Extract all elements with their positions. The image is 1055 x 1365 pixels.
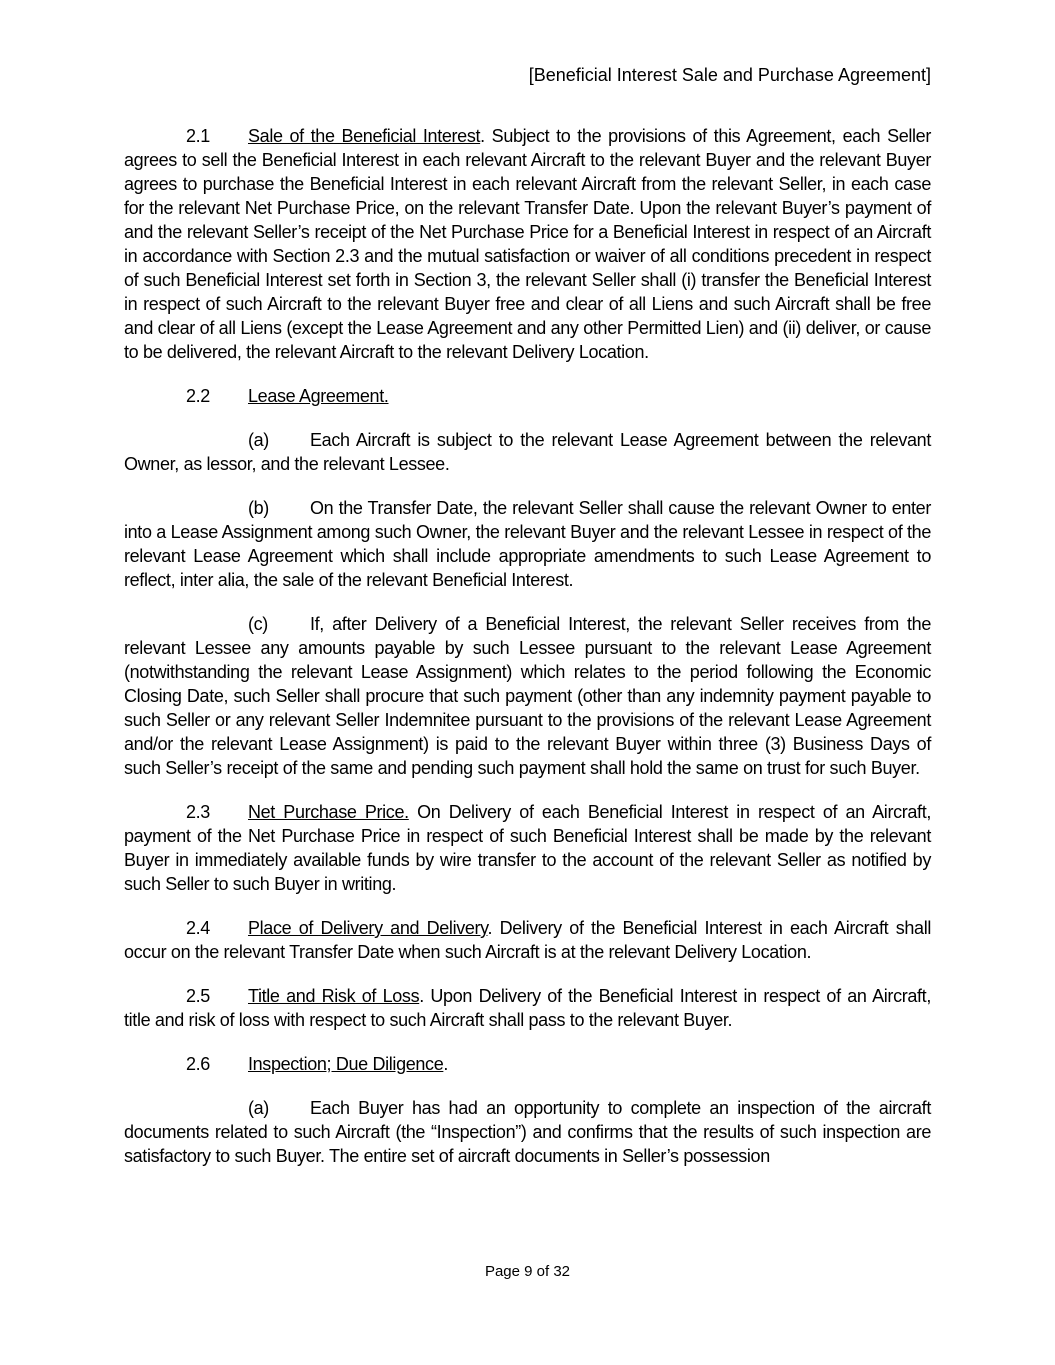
section-number: 2.5 <box>186 986 210 1006</box>
heading-punctuation: . <box>419 986 424 1006</box>
section-number: 2.3 <box>186 802 210 822</box>
subsection-number: (c) <box>248 614 268 634</box>
section-number: 2.1 <box>186 126 210 146</box>
section-2-3 <box>124 800 931 896</box>
section-number: 2.4 <box>186 918 210 938</box>
subsection-text: Each Buyer has had an opportunity to complete an inspection of the aircraft documents related to such Aircraft (the “Inspection”) and confirms that the results of such inspection are satisfactory to such Buyer. The entire set of aircraft documents in Seller’s possession <box>124 1098 931 1166</box>
section-heading: Sale of the Beneficial Interest <box>248 126 481 146</box>
document-header: [Beneficial Interest Sale and Purchase Agreement] <box>528 65 931 85</box>
page-number: Page 9 of 32 <box>484 1263 571 1280</box>
section-text: Upon Delivery of the Beneficial Interest in respect of an Aircraft, title and risk of loss with respect to such Aircraft shall pass to the relevant Buyer. <box>124 986 931 1030</box>
subsection-2-2-b <box>124 496 931 592</box>
subsection-text: On the Transfer Date, the relevant Seller shall cause the relevant Owner to enter into a Lease Assignment among such Owner, the relevant Buyer and the relevant Lessee in respect of the relevant Lease Agreement which shall include appropriate amendments to such Lease Agreement to reflect, inter alia, the sale of the relevant Beneficial Interest. <box>124 498 931 590</box>
section-2-5 <box>124 984 931 1032</box>
subsection-2-2-c <box>124 612 931 780</box>
heading-punctuation: . <box>443 1054 449 1074</box>
section-2-6 <box>124 1052 931 1076</box>
subsection-number: (a) <box>248 430 269 450</box>
subsection-text: Each Aircraft is subject to the relevant Lease Agreement between the relevant Owner, as lessor, and the relevant Lessee. <box>124 430 931 474</box>
document-body <box>124 124 931 1188</box>
section-number: 2.2 <box>186 386 210 406</box>
subsection-text: If, after Delivery of a Beneficial Interest, the relevant Seller receives from the relevant Lessee any amounts payable by such Lessee pursuant to the relevant Lease Agreement (notwithstanding the relevant Lease Assignment) which relates to the period following the Economic Closing Date, such Seller shall procure that such payment (other than any indemnity payment payable to such Seller or any relevant Seller Indemnitee pursuant to the provisions of the relevant Lease Agreement and/or the relevant Lease Assignment) is paid to the relevant Buyer within three (3) Business Days of such Seller’s receipt of the same and pending such payment shall hold the same on trust for such Buyer. <box>124 614 931 778</box>
section-number: 2.6 <box>186 1054 210 1074</box>
section-text: On Delivery of each Beneficial Interest in respect of an Aircraft, payment of the Net Purchase Price in respect of such Beneficial Interest shall be made by the relevant Buyer in immediately available funds by wire transfer to the account of the relevant Seller as notified by such Seller to such Buyer in writing. <box>124 802 932 894</box>
section-2-2 <box>124 384 931 408</box>
section-text: Subject to the provisions of this Agreement, each Seller agrees to sell the Beneficial Interest in each relevant Aircraft to the relevant Buyer and the relevant Buyer agrees to purchase the Beneficial Interest in each relevant Aircraft from the relevant Seller, in each case for the relevant Net Purchase Price, on the relevant Transfer Date. Upon the relevant Buyer’s payment of and the relevant Seller’s receipt of the Net Purchase Price for a Beneficial Interest in respect of an Aircraft in accordance with Section 2.3 and the mutual satisfaction or waiver of all conditions precedent in respect of such Beneficial Interest set forth in Section 3, the relevant Seller shall (i) transfer the Beneficial Interest in respect of such Aircraft to the relevant Buyer free and clear of all Liens and such Aircraft shall be free and clear of all Liens (except the Lease Agreement and any other Permitted Lien) and (ii) deliver, or cause to be delivered, the relevant Aircraft to the relevant Delivery Location. <box>124 126 931 362</box>
section-text: Delivery of the Beneficial Interest in each Aircraft shall occur on the relevant Transfer Date when such Aircraft is at the relevant Delivery Location. <box>124 918 931 962</box>
heading-punctuation: . <box>487 918 493 938</box>
section-heading: Lease Agreement. <box>248 386 389 406</box>
subsection-2-2-a <box>124 428 931 476</box>
subsection-2-6-a <box>124 1096 931 1168</box>
heading-punctuation: . <box>480 126 485 146</box>
section-2-4 <box>124 916 931 964</box>
subsection-number: (b) <box>248 498 269 518</box>
section-2-1 <box>124 124 931 364</box>
section-heading: Place of Delivery and Delivery <box>248 918 488 938</box>
section-heading: Title and Risk of Loss <box>248 986 420 1006</box>
section-heading: Inspection; Due Diligence <box>248 1054 444 1074</box>
subsection-number: (a) <box>248 1098 269 1118</box>
section-heading: Net Purchase Price. <box>248 802 409 822</box>
